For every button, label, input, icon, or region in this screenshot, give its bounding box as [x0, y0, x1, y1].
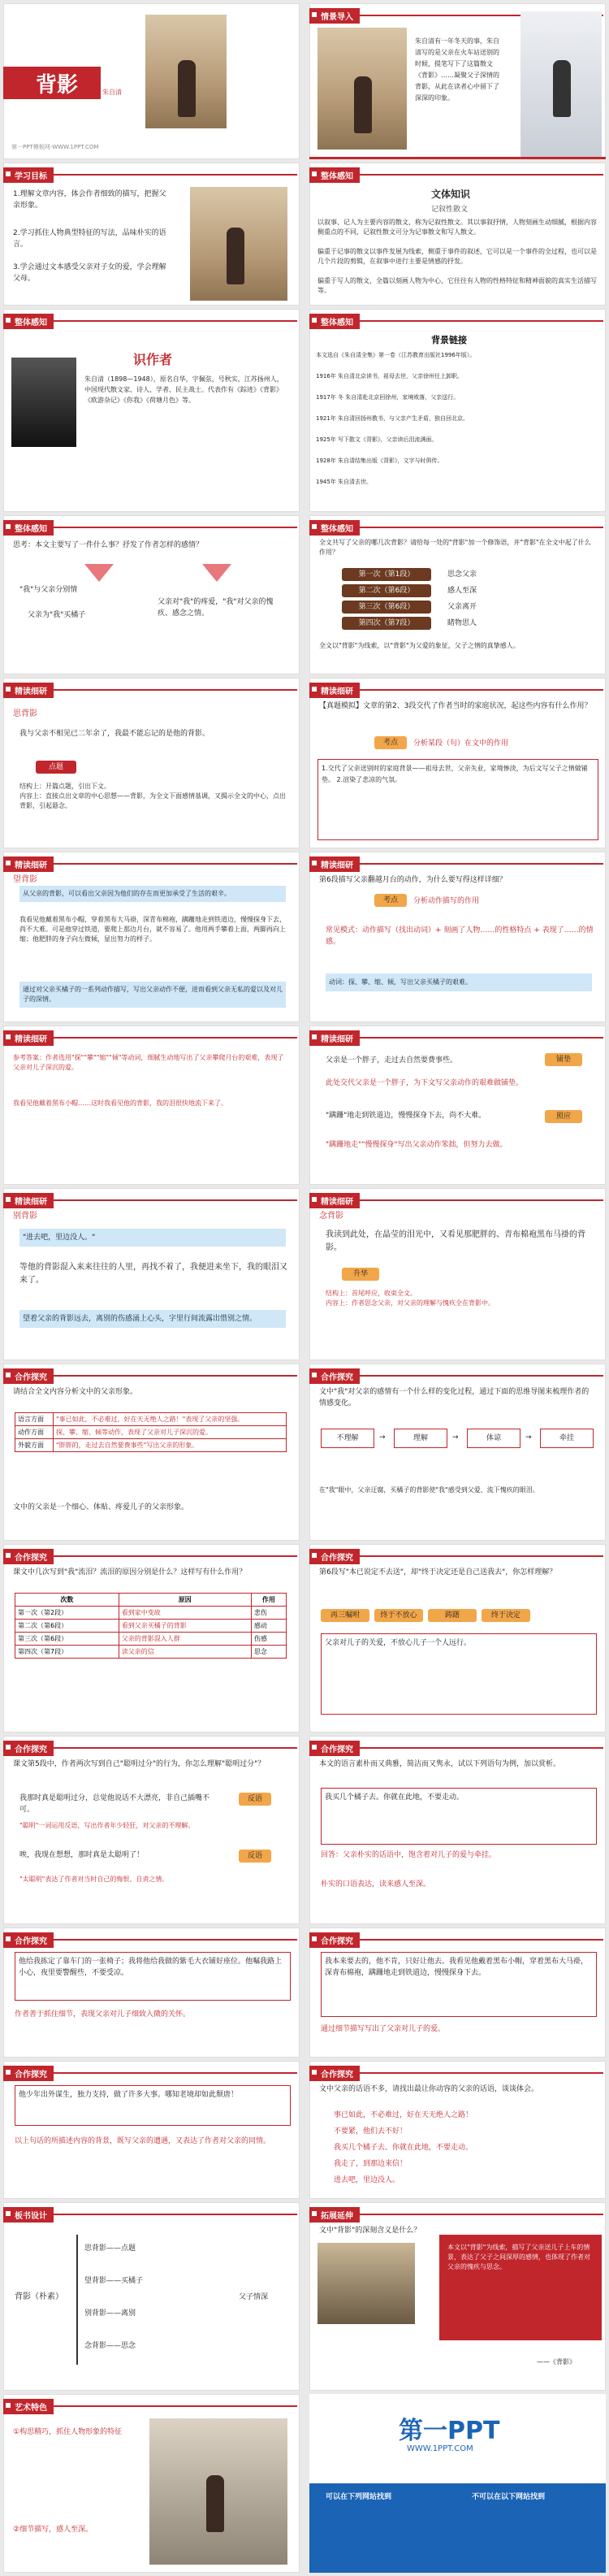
- tears-table: [15, 1593, 287, 1659]
- slide-look-back: [3, 852, 300, 1022]
- fs-t4: "蹒跚地走""慢慢探身"写出父亲动作笨拙，但努力去做。: [326, 1141, 508, 1149]
- look-p3: 通过对父亲买橘子的一系列动作描写，写出父亲动作不便，进而看到父亲无私的爱以及对儿子的深情。: [19, 982, 286, 1008]
- decide-chip: 再三嘱咐: [321, 1609, 369, 1622]
- image-table: [15, 1412, 287, 1452]
- table-header: [15, 1594, 287, 1607]
- author-bio: 朱自清（1898—1948），原名自华，字佩弦，号秋实，江苏扬州人，中国现代散文家、诗人、学者、民主战士。代表作有《踪迹》《背影》《欧游杂记》《你我》《荷塘月色》等。: [84, 375, 283, 404]
- bg-row: 1917年 冬 朱自清赴北京回徐州，家境败落，父亲送行。: [316, 394, 460, 401]
- clever-question: 课文第5段中，作者两次写到自己"聪明过分"的行为，你怎么理解"聪明过分"？: [13, 1760, 266, 1768]
- slide-extension: [309, 2202, 606, 2391]
- fs-t3: "蹒跚"地走到铁道边，慢慢探身下去，尚不大难。: [326, 1112, 486, 1120]
- lang-answer: 回答：父亲朴实的话语中，饱含着对儿子的爱与牵挂。: [321, 1851, 497, 1859]
- ext-text: 本文以"背影"为线索，描写了父亲送儿子上车的情景，表达了父子之间深厚的感情，也体现了作者对父亲的愧疚与思念。: [447, 2244, 590, 2270]
- slide-author: [3, 309, 300, 512]
- fs-t2: 此处交代父亲是一个胖子，为下文写父亲动作的艰难做铺垫。: [326, 1079, 524, 1087]
- arrow-right-icon: →: [379, 1433, 386, 1442]
- table-row: [15, 1633, 287, 1646]
- slide-intro: [309, 3, 606, 159]
- table-row: [15, 1620, 287, 1633]
- table-cell: 第二次（第6段）: [15, 1620, 119, 1633]
- slide-think-back: [3, 678, 300, 848]
- look-p1: 从父亲的背影，可以看出父亲因为他们的存在而更加承受了生活的艰辛。: [19, 886, 286, 902]
- father-line: 不要紧，他们去不好！: [334, 2127, 408, 2136]
- slide-foreshadow: [309, 1026, 606, 1185]
- exam2-tip: 分析动作描写的作用: [413, 897, 480, 905]
- back-pill: 第四次（第7段）: [342, 617, 431, 630]
- goal-1: 1.理解文章内容，体会作者细致的描写，把握父亲形象。: [13, 190, 166, 210]
- clever-p4: "太聪明"表达了作者对当时自己的悔恨、自责之情。: [19, 1876, 169, 1883]
- miss-title: 念背影: [319, 1212, 343, 1221]
- clever-p3: 唉，我现在想想，那时真是太聪明了！: [19, 1851, 145, 1859]
- section-tag: 精读细研: [309, 1030, 360, 1046]
- image-summary: 文中的父亲是一个细心、体贴、疼爱儿子的父亲形象。: [13, 1503, 189, 1511]
- section-tag: 合作探究: [3, 1932, 54, 1948]
- exam2-hint: 动词：探、攀、缩、倾，写出父亲买橘子的艰难。: [326, 974, 592, 991]
- slide-overview-backs: [309, 515, 606, 674]
- ext-question: 文中"背影"的深刻含义是什么？: [319, 2227, 421, 2235]
- arrow-down-icon: [202, 564, 231, 582]
- section-tag: 精读细研: [309, 1193, 360, 1208]
- ext-photo: [317, 2243, 415, 2324]
- table-cell: 第一次（第2段）: [15, 1607, 119, 1620]
- ext-sign: ——《背影》: [537, 2358, 576, 2366]
- back-tag: 睹物思人: [447, 619, 477, 627]
- table-row: [15, 1607, 287, 1620]
- father-line: 我走了，到那边来信！: [334, 2160, 408, 2168]
- answer-2: 父亲为"我"买橘子: [28, 611, 86, 619]
- table-cell: 语言方面: [15, 1413, 54, 1426]
- bg-lead: 本文选自《朱自清全集》第一卷（江苏教育出版社1996年版）。: [316, 352, 476, 358]
- answer-3: 父亲对"我"的疼爱，"我"对父亲的愧疚、感念之情。: [158, 598, 274, 618]
- bg-rows: [316, 366, 600, 492]
- cover-site: 第一PPT模板网-WWW.1PPT.COM: [11, 144, 99, 150]
- detail2-quote: 我本来要去的，他不肯，只好让他去。我看见他戴着黑布小帽，穿着黑布大马褂，深青布棉袍，蹒跚地走到铁道边，慢慢探身下去。: [321, 1952, 597, 2017]
- decide-chip: 踌躇: [428, 1609, 477, 1622]
- ad-url: WWW.1PPT.COM: [407, 2444, 473, 2453]
- table-row: [15, 1439, 287, 1452]
- image-question: 请结合全文内容分析文中的父亲形象。: [13, 1388, 138, 1396]
- section-tag: 精读细研: [309, 856, 360, 872]
- section-tag: 精读细研: [309, 683, 360, 698]
- flow-step: 体谅: [467, 1429, 520, 1448]
- section-tag: 精读细研: [3, 683, 54, 698]
- board-item: 思背影——点题: [84, 2244, 136, 2253]
- decide-question: 第6段写"本已说定不去送"，却"终于决定还是自己送我去"，你怎样理解？: [319, 1568, 557, 1576]
- slide-goals: [3, 163, 300, 306]
- chip-irony: 反语: [239, 1793, 271, 1806]
- back-tag: 感人至深: [447, 587, 477, 595]
- flow-step: 牵挂: [540, 1429, 594, 1448]
- section-tag: 合作探究: [3, 1549, 54, 1564]
- ref-p1: 参考答案：作者选用"探""攀""缩""倾"等动词，细腻生动地写出了父亲攀爬月台的艰难，表现了父亲对儿子深沉的爱。: [13, 1054, 284, 1071]
- slide-cover: [3, 3, 300, 159]
- slide-detail-3: [3, 2061, 300, 2199]
- back-tag: 思念父亲: [447, 570, 477, 579]
- slide-miss-back: [309, 1188, 606, 1360]
- goal-3: 3.学会通过文本感受父亲对子女的爱，学会理解父母。: [13, 263, 166, 283]
- bg-row: 1916年 朱自清北京读书，祖母去世，父亲徐州任上卸职。: [316, 373, 464, 379]
- section-tag: 整体感知: [3, 520, 54, 536]
- slide-detail-2: [309, 1928, 606, 2058]
- arrow-down-icon: [84, 564, 114, 582]
- slide-genre: [309, 163, 606, 306]
- walking-figure: [206, 2475, 224, 2532]
- slide-decide: [309, 1544, 606, 1733]
- exam-answer: 1.交代了父亲送别时的家庭背景——祖母去世，父亲失业，家境惨淡，为后文写父子之情做铺垫。 2.渲染了悲凉的气氛。: [317, 759, 598, 840]
- intro-text: 朱自清有一年冬天的事，朱自清写的是父亲在火车站送别的时候，提笔写下了这篇散文《背影》……凝聚父子深情的背影，从此在读者心中留下了深深的印象。: [415, 37, 499, 102]
- section-tag: 整体感知: [309, 520, 360, 536]
- flow-note: 在"我"眼中，父亲迂腐，买橘子的背影使"我"感受到父爱，流下愧疚的眼泪。: [319, 1486, 539, 1494]
- exam-tip: 分析某段（句）在文中的作用: [413, 739, 509, 748]
- table-head: 次数: [15, 1594, 119, 1607]
- table-head: 原因: [119, 1594, 251, 1607]
- back-pill: 第二次（第6段）: [342, 584, 431, 597]
- father-line: 我买几个橘子去。你就在此地，不要走动。: [334, 2144, 473, 2152]
- section-tag: 板书设计: [3, 2207, 54, 2223]
- table-cell: 外貌方面: [15, 1439, 54, 1452]
- slide-background: [309, 309, 606, 512]
- slide-board: [3, 2202, 300, 2391]
- exam-question: 【真题模拟】文章的第2、3段交代了作者当时的家庭状况，起这些内容有什么作用？: [319, 702, 592, 710]
- ad-logo: 第一PPT: [399, 2417, 500, 2445]
- table-cell: 感动: [251, 1620, 286, 1633]
- walking-figure: [553, 60, 571, 117]
- miss-p2: 结构上：首尾呼应，收束全文。 内容上：作者思念父亲，对父亲的理解与愧疚全在背影中。: [326, 1290, 495, 1307]
- genre-p2: 偏重于记事的散文以事件发展为线索，侧重于事件的叙述，它可以是一个事件的全过程，也可以是几个片段的剪辑，在叙事中进行主要是情感的抒发。: [317, 248, 597, 265]
- chip-k: 考点: [374, 894, 407, 907]
- slide-exam-1: [309, 678, 606, 848]
- section-tag: 精读细研: [3, 856, 54, 872]
- cover-author: 朱自清: [102, 89, 122, 96]
- table-row: [15, 1413, 287, 1426]
- section-tag: 合作探究: [309, 1549, 360, 1564]
- think-p1: 我与父亲不相见已二年余了，我最不能忘记的是他的背影。: [19, 730, 210, 738]
- slide-tears: [3, 1544, 300, 1733]
- genre-title: 文体知识: [431, 189, 471, 200]
- genre-subtitle: 记叙性散文: [431, 206, 469, 214]
- flow-step: 理解: [394, 1429, 447, 1448]
- father-figure: [354, 76, 372, 133]
- lang-quote: 我买几个橘子去。你就在此地，不要走动。: [321, 1788, 597, 1845]
- section-tag: 整体感知: [309, 314, 360, 329]
- father-figure: [178, 60, 196, 117]
- father-figure: [227, 228, 244, 284]
- section-tag: 整体感知: [309, 167, 360, 183]
- slide-detail-1: [3, 1928, 300, 2058]
- genre-p1: 以叙事、记人为主要内容的散文，称为记叙性散文。其以事叙抒情，人物刻画生动细腻，根据内容侧重点的不同，记叙性散文可分为记事散文和写人散文。: [317, 219, 597, 236]
- slide-father-image: [3, 1364, 300, 1541]
- table-row: [15, 1646, 287, 1659]
- genre-p3: 偏重于写人的散文，全篇以刻画人物为中心，它往往有人物的性格特征和精神面貌的真实生活描写等。: [317, 277, 597, 294]
- table-cell: 看到家中变故: [119, 1607, 251, 1620]
- answer-1: "我"与父亲分别情: [19, 586, 78, 594]
- decide-chip: 终于决定: [482, 1609, 530, 1622]
- cover-title: 背影: [36, 73, 79, 98]
- slide-emotion-flow: [309, 1364, 606, 1541]
- slide-exam-2: [309, 852, 606, 1022]
- author-portrait: [11, 358, 76, 447]
- table-cell: "事已如此，不必难过，好在天无绝人之路！"表现了父亲的坚强。: [53, 1413, 286, 1426]
- board-side: 父子情深: [239, 2293, 269, 2301]
- table-head: 作用: [251, 1594, 286, 1607]
- chip-echo: 照应: [545, 1110, 582, 1123]
- slide-ad: [309, 2394, 606, 2573]
- back-pill: 第三次（第6段）: [342, 601, 431, 614]
- ref-p2: 我看见他戴着黑布小帽……这时我看见他的背影，我的泪很快地流下来了。: [13, 1099, 227, 1107]
- part-title: 别背影: [13, 1212, 37, 1221]
- table-cell: 动作方面: [15, 1426, 54, 1439]
- exam2-answer: 常见模式：动作描写（找出动词）+ 刻画了人物……的性格特点 + 表现了……的情感。: [326, 926, 594, 946]
- table-cell: 第四次（第7段）: [15, 1646, 119, 1659]
- backs-note: 全文以"背影"为线索，以"背影"为父爱的象征，父子之情的真挚感人。: [319, 642, 520, 649]
- slide-language: [309, 1736, 606, 1924]
- fs-t1: 父亲是一个胖子，走过去自然要费事些。: [326, 1056, 458, 1065]
- part-p1: "进去吧，里边没人。": [19, 1229, 286, 1247]
- table-cell: 悲伤: [251, 1607, 286, 1620]
- section-tag: 合作探究: [3, 1368, 54, 1384]
- think-title: 思背影: [13, 709, 37, 718]
- slide-reference: [3, 1026, 300, 1185]
- bg-row: 1928年 朱自清结集出版《背影》，文字与时俱传。: [316, 458, 443, 464]
- part-p3: 望着父亲的背影远去，离别的伤感涌上心头，字里行间流露出惜别之情。: [19, 1310, 286, 1328]
- decide-answer: 父亲对儿子的关爱，不放心儿子一个人远行。: [321, 1633, 597, 1715]
- feature-2: ②细节描写，感人至深。: [13, 2526, 93, 2534]
- section-tag: 合作探究: [309, 2066, 360, 2081]
- arrow-right-icon: →: [525, 1433, 532, 1442]
- father-line: 进去吧，里边没人。: [334, 2176, 400, 2184]
- think-note: 结构上：开篇点题，引出下文。 内容上：直接点出文章的中心思想——背影，为全文下面感情基调，又揭示全文的中心，点出背影，引起悬念。: [19, 783, 286, 809]
- section-tag: 合作探究: [309, 1932, 360, 1948]
- chip-sublimate: 升华: [342, 1268, 379, 1281]
- table-cell: 伤感: [251, 1633, 286, 1646]
- section-tag: 精读细研: [3, 1030, 54, 1046]
- table-cell: 父亲的背影混入人群: [119, 1633, 251, 1646]
- chip-irony: 反语: [239, 1850, 271, 1863]
- table-cell: 第三次（第6段）: [15, 1633, 119, 1646]
- detail3-note: 以上句话的所描述内容的背景，既写父亲的遭遇，又表达了作者对父亲的同情。: [15, 2137, 271, 2145]
- board-item: 别背影——离别: [84, 2309, 136, 2318]
- board-item: 望背影——买橘子: [84, 2277, 144, 2285]
- clever-p1: 我那时真是聪明过分，总觉他说话不大漂亮，非自己插嘴不可。: [19, 1794, 210, 1814]
- back-pill: 第一次（第1段）: [342, 568, 431, 581]
- detail2-note: 通过细节描写写出了父亲对儿子的爱。: [321, 2025, 446, 2033]
- table-row: [15, 1426, 287, 1439]
- ad-col1: 可以在下列网站找到: [326, 2493, 392, 2501]
- chip-foreshadow: 铺垫: [545, 1053, 582, 1066]
- table-cell: 思念: [251, 1646, 286, 1659]
- detail1-note: 作者善于抓住细节，表现父亲对儿子细致入微的关怀。: [15, 2010, 191, 2019]
- chip-theme: 点题: [36, 761, 76, 774]
- detail3-quote: 他少年出外谋生，独力支持，做了许多大事。哪知老境却如此颓唐！: [15, 2085, 291, 2126]
- section-tag: 合作探究: [3, 1741, 54, 1756]
- table-cell: "胖胖的，走过去自然要费事些"写出父亲的形象。: [53, 1439, 286, 1452]
- backs-question: 全文共写了父亲的哪几次背影？请给每一处的"背影"加一个修饰语，并"背影"在全文中起了什么作用？: [319, 539, 591, 556]
- table-cell: 探、攀、缩、倾等动作，表现了父亲对儿子深沉的爱。: [53, 1426, 286, 1439]
- section-tag: 合作探究: [309, 1368, 360, 1384]
- section-tag: 情景导入: [309, 8, 360, 24]
- arrow-right-icon: →: [452, 1433, 459, 1442]
- chip-k: 考点: [374, 736, 407, 749]
- slide-father-words: [309, 2061, 606, 2199]
- section-tag: 合作探究: [3, 2066, 54, 2081]
- brace: [76, 2235, 78, 2365]
- section-tag: 合作探究: [309, 1741, 360, 1756]
- flow-step: 不理解: [321, 1429, 374, 1448]
- miss-p1: 我读到此处，在晶莹的泪光中，又看见那肥胖的、青布棉袍黑布马褂的背影。: [326, 1230, 585, 1252]
- section-tag: 拓展延伸: [309, 2207, 360, 2223]
- slide-part-back: [3, 1188, 300, 1360]
- flow-question: 文中"我"对父亲的感情有一个什么样的变化过程，通过下面的思维导图来梳理作者的情感变化。: [319, 1388, 590, 1407]
- back-tag: 父亲离开: [447, 603, 477, 611]
- overview-question: 思考：本文主要写了一件什么事？抒发了作者怎样的感情？: [13, 541, 204, 549]
- slide-features: [3, 2394, 300, 2573]
- lang-note: 朴实的口语表达，读来感人至深。: [321, 1880, 431, 1889]
- bg-row: 1921年 朱自清回扬州教书，与父亲产生矛盾，独自回北京。: [316, 415, 469, 422]
- look-p2: 我看见他戴着黑布小帽，穿着黑布大马褂，深青布棉袍，蹒跚地走到铁道边，慢慢探身下去，尚不大难。可是他穿过铁道，要爬上那边月台，就不容易了。他用两手攀着上面，两脚再向上缩；他肥胖的身子向左微倾，显出努力的样子。: [19, 916, 286, 943]
- ad-col2: 不可以在以下网站找到: [472, 2493, 546, 2501]
- section-tag: 艺术特色: [3, 2399, 54, 2414]
- table-cell: 读父亲的信: [119, 1646, 251, 1659]
- bg-row: 1945年 朱自清去世。: [316, 479, 373, 485]
- slide-clever: [3, 1736, 300, 1924]
- look-title: 望背影: [13, 875, 37, 884]
- feature-1: ①构思精巧，抓住人物形象的特征: [13, 2428, 123, 2436]
- section-tag: 整体感知: [3, 314, 54, 329]
- board-item: 念背影——思念: [84, 2342, 136, 2350]
- words-question: 文中父亲的话语不多，请找出最让你动容的父亲的话语，谈谈体会。: [319, 2085, 539, 2093]
- bg-row: 1925年 写下散文《背影》，父亲读后泪流满面。: [316, 436, 438, 443]
- tears-question: 课文中几次写到"我"流泪？流泪的原因分别是什么？这样写有什么作用？: [13, 1568, 247, 1576]
- exam2-question: 第6段描写父亲翻越月台的动作，为什么要写得这样详细？: [319, 876, 507, 884]
- board-center: 背影（朴素）: [15, 2292, 63, 2301]
- goal-2: 2.学习抓住人物典型特征的写法，品味朴实的语言。: [13, 229, 166, 249]
- detail1-quote: 他给我拣定了靠车门的一张椅子；我将他给我做的紫毛大衣铺好座位。他嘱我路上小心，夜里要警醒些，不要受凉。: [15, 1952, 291, 2001]
- part-p2: 等他的背影混入来来往往的人里，再找不着了，我便进来坐下，我的眼泪又来了。: [19, 1263, 287, 1285]
- father-line: 事已如此，不必难过，好在天无绝人之路！: [334, 2111, 473, 2119]
- lang-question: 本文的语言素朴而又典雅，简洁而又隽永，试以下列语句为例，加以赏析。: [319, 1760, 561, 1768]
- table-cell: 看到父亲买橘子的背影: [119, 1620, 251, 1633]
- clever-p2: "聪明"一词运用反语，写出作者年少轻狂，对父亲的不理解。: [19, 1822, 195, 1829]
- bg-title: 背景链接: [431, 335, 467, 345]
- section-tag: 学习目标: [3, 167, 54, 183]
- slide-overview-q: [3, 515, 300, 674]
- decide-chip: 终于不放心: [374, 1609, 423, 1622]
- author-title: 识作者: [133, 352, 173, 367]
- section-tag: 精读细研: [3, 1193, 54, 1208]
